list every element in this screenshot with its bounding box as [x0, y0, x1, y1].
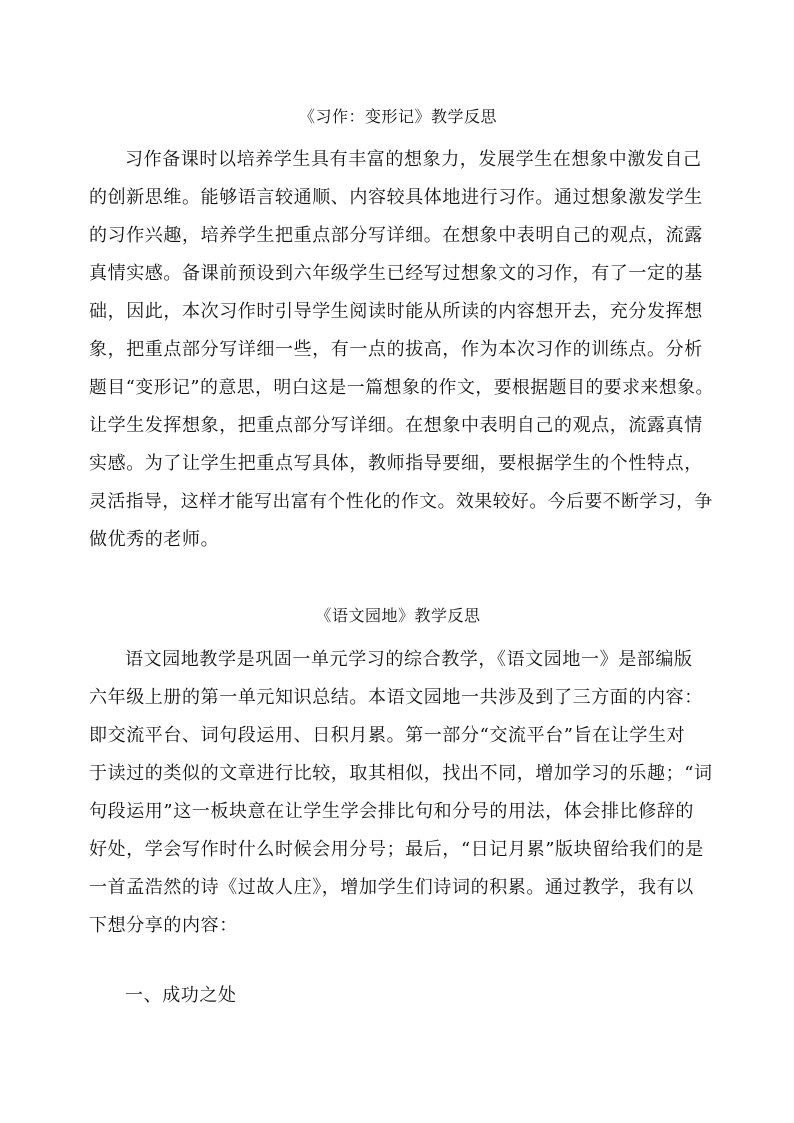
section2-title: 《语文园地》教学反思 [315, 606, 481, 625]
section1-line-5: 础，因此，本次习作时引导学生阅读时能从所读的内容想开去，充分发挥想 [89, 301, 703, 322]
section1-line-7: 题目“变形记”的意思，明白这是一篇想象的作文，要根据题目的要求来想象。 [89, 378, 714, 398]
section1-title: 《习作：变形记》教学反思 [298, 107, 497, 126]
section1-line-3: 的习作兴趣，培养学生把重点部分写详细。在想象中表明自己的观点，流露 [89, 225, 703, 246]
section2-line-7: 一首孟浩然的诗《过故人庄》，增加学生们诗词的积累。通过教学，我有以 [89, 877, 694, 898]
section2-line-4: 于读过的类似的文章进行比较，取其相似，找出不同，增加学习的乐趣；“词 [89, 763, 713, 784]
section1-line-8: 让学生发挥想象，把重点部分写详细。在想象中表明自己的观点，流露真情 [89, 415, 703, 436]
section2-line-5: 句段运用”这一板块意在让学生学会排比句和分号的用法，体会排比修辞的 [89, 801, 694, 822]
section2-line-2: 六年级上册的第一单元知识总结。本语文园地一共涉及到了三方面的内容： [89, 687, 703, 708]
section2-line-1: 语文园地教学是巩固一单元学习的综合教学，《语文园地一》是部编版 [125, 649, 693, 670]
section1-line-1: 习作备课时以培养学生具有丰富的想象力，发展学生在想象中激发自己 [125, 149, 702, 170]
section1-line-4: 真情实感。备课前预设到六年级学生已经写过想象文的习作，有了一定的基 [89, 263, 703, 284]
section1-line-9: 实感。为了让学生把重点写具体，教师指导要细，要根据学生的个性特点， [89, 453, 703, 474]
section2-line-3: 即交流平台、词句段运用、日积月累。第一部分“交流平台”旨在让学生对 [89, 725, 686, 746]
section2-subheading: 一、成功之处 [125, 985, 237, 1006]
section1-line-11: 做优秀的老师。 [89, 529, 220, 550]
section2-line-8: 下想分享的内容： [89, 915, 238, 936]
section1-line-10: 灵活指导，这样才能写出富有个性化的作文。效果较好。今后要不断学习，争 [89, 492, 713, 512]
section2-line-6: 好处，学会写作时什么时候会用分号；最后，“日记月累”版块留给我们的是 [89, 839, 704, 860]
section1-line-6: 象，把重点部分写详细一些，有一点的拔高，作为本次习作的训练点。分析 [89, 339, 703, 360]
section1-line-2: 的创新思维。能够语言较通顺、内容较具体地进行习作。通过想象激发学生 [89, 187, 703, 208]
